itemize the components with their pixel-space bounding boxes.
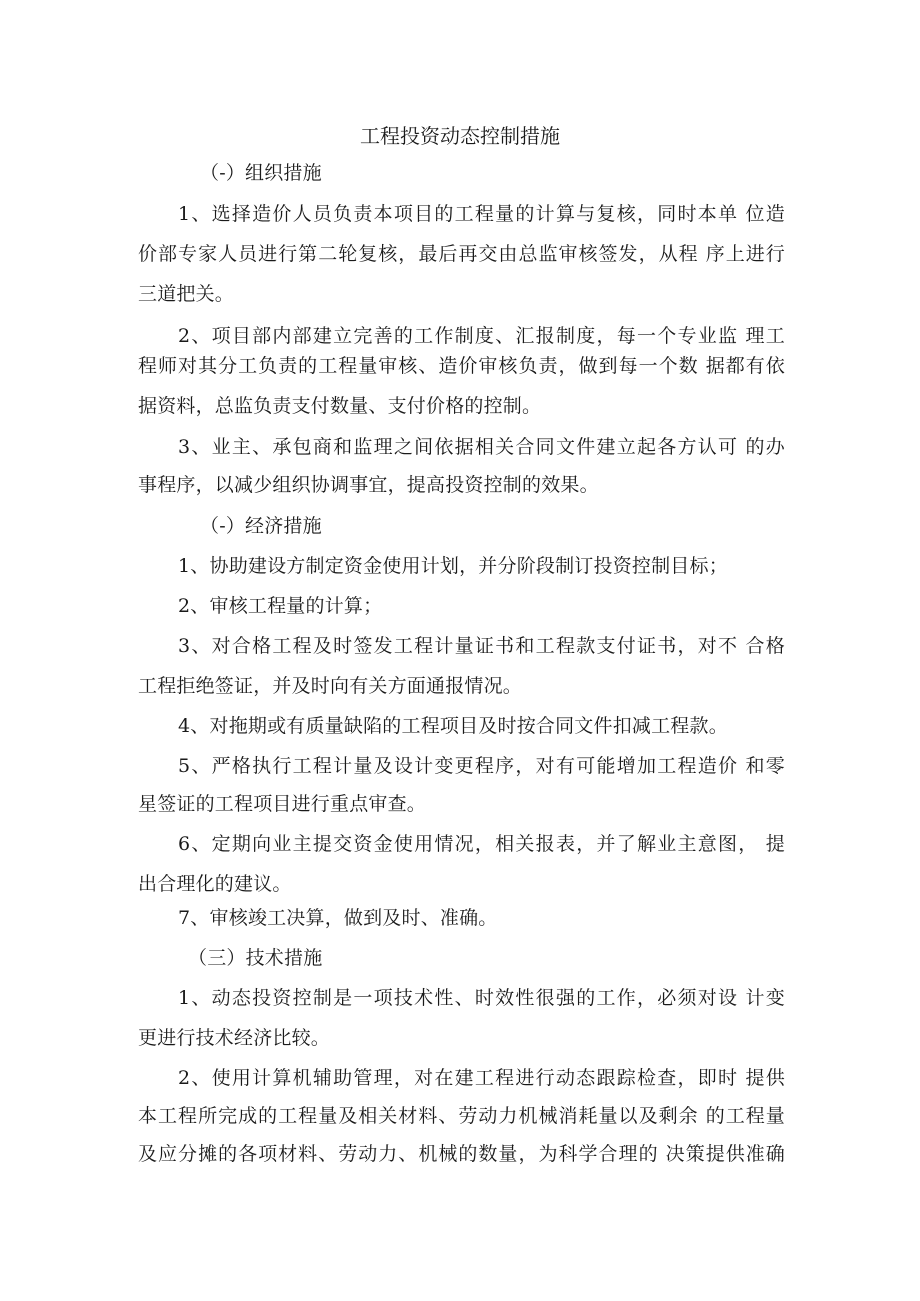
paragraph-line: 事程序，以减少组织协调事宜，提高投资控制的效果。 bbox=[138, 474, 599, 496]
paragraph-line: 2、项目部内部建立完善的工作制度、汇报制度，每一个专业监 理工 bbox=[178, 325, 785, 347]
paragraph-line: 星签证的工程项目进行重点审查。 bbox=[138, 793, 427, 815]
paragraph-line: 1、动态投资控制是一项技术性、时效性很强的工作，必须对设 计变 bbox=[178, 987, 785, 1009]
section-heading-organization: （-）组织措施 bbox=[200, 162, 322, 184]
paragraph-line: 据资料，总监负责支付数量、支付价格的控制。 bbox=[138, 395, 542, 417]
paragraph-line: 7、审核竣工决算，做到及时、准确。 bbox=[178, 907, 498, 929]
paragraph-line: 工程拒绝签证，并及时向有关方面通报情况。 bbox=[138, 675, 523, 697]
paragraph-line: 本工程所完成的工程量及相关材料、劳动力机械消耗量以及剩余 的工程量 bbox=[138, 1105, 785, 1127]
paragraph-line: 2、审核工程量的计算； bbox=[178, 595, 383, 617]
section-heading-economic: （-）经济措施 bbox=[200, 515, 322, 537]
document-title: 工程投资动态控制措施 bbox=[360, 124, 560, 148]
paragraph-line: 1、选择造价人员负责本项目的工程量的计算与复核，同时本单 位造 bbox=[178, 203, 785, 225]
paragraph-line: 3、业主、承包商和监理之间依据相关合同文件建立起各方认可 的办 bbox=[178, 436, 785, 458]
paragraph-line: 6、定期向业主提交资金使用情况，相关报表，并了解业主意图， 提 bbox=[178, 833, 785, 855]
paragraph-line: 4、对拖期或有质量缺陷的工程项目及时按合同文件扣减工程款。 bbox=[178, 715, 728, 737]
paragraph-line: 三道把关。 bbox=[138, 283, 235, 305]
paragraph-line: 3、对合格工程及时签发工程计量证书和工程款支付证书，对不 合格 bbox=[178, 635, 785, 657]
paragraph-line: 2、使用计算机辅助管理，对在建工程进行动态跟踪检查，即时 提供 bbox=[178, 1067, 785, 1089]
paragraph-line: 5、严格执行工程计量及设计变更程序，对有可能增加工程造价 和零 bbox=[178, 755, 785, 777]
paragraph-line: 出合理化的建议。 bbox=[138, 873, 292, 895]
paragraph-line: 程师对其分工负责的工程量审核、造价审核负责，做到每一个数 据都有依 bbox=[138, 355, 785, 377]
section-heading-technical: （三）技术措施 bbox=[188, 947, 323, 969]
paragraph-line: 更进行技术经济比较。 bbox=[138, 1027, 331, 1049]
paragraph-line: 价部专家人员进行第二轮复核，最后再交由总监审核签发，从程 序上进行 bbox=[138, 243, 785, 265]
paragraph-line: 及应分摊的各项材料、劳动力、机械的数量，为科学合理的 决策提供准确 bbox=[138, 1143, 785, 1165]
paragraph-line: 1、协助建设方制定资金使用计划，并分阶段制订投资控制目标； bbox=[178, 555, 728, 577]
